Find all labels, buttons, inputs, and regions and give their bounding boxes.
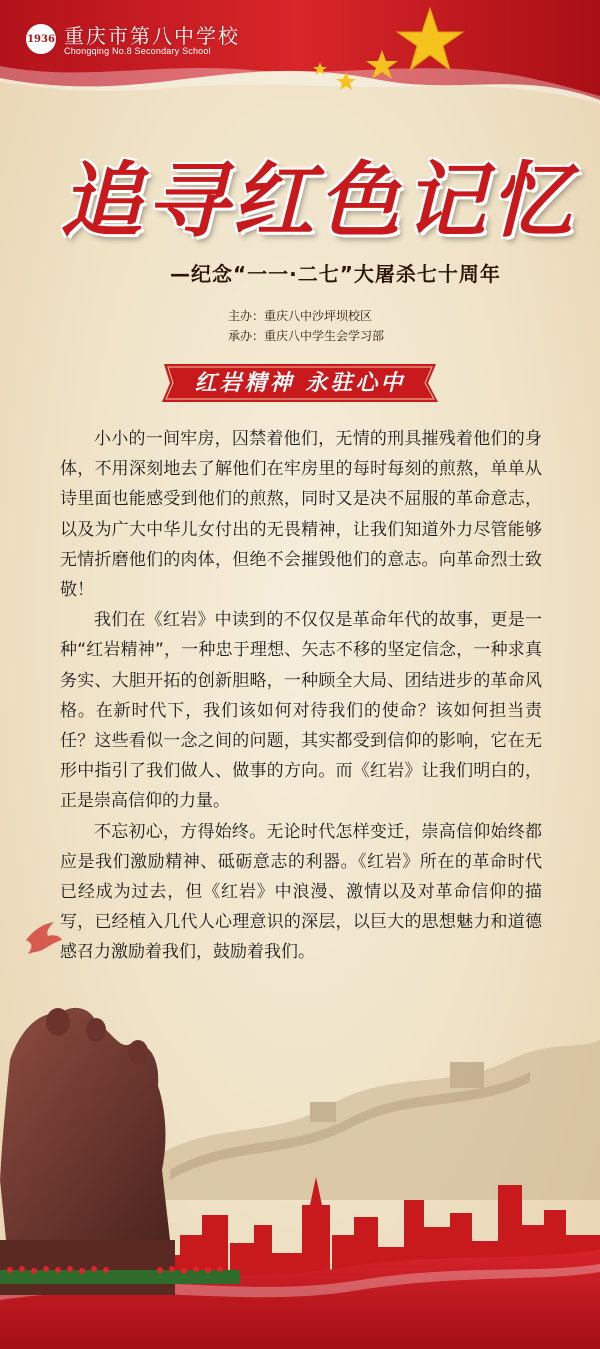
organizers <box>228 306 384 346</box>
article-paragraph: 不忘初心，方得始终。无论时代怎样变迁，崇高信仰始终都应是我们激励精神、砥砺意志的利器。《红岩》所在的革命时代已经成为过去，但《红岩》中浪漫、激情以及对革命信仰的描写，已经植入几代人心理意识的深层，以巨大的思想魅力和道德感召力激励着我们，鼓励着我们。 <box>60 821 542 963</box>
article-paragraph: 我们在《红岩》中读到的不仅仅是革命年代的故事，更是一种“红岩精神”，一种忠于理想、矢志不移的坚定信念，一种求真务实、大胆开拓的创新胆略，一种顾全大局、团结进步的革命风格。在新时代下，我们该如何对待我们的使命？该如何担当责任？这些看似一念之间的问题，其实都受到信仰的影响，它在无形中指引了我们做人、做事的方向。而《红岩》让我们明白的，正是崇高信仰的力量。 <box>60 610 542 812</box>
subtitle: —纪念“一一·二七”大屠杀七十周年 <box>170 262 501 286</box>
organizer-line: 承办：重庆八中学生会学习部 <box>228 329 385 343</box>
main-title: 追寻红色记忆 <box>60 153 576 249</box>
star-icon <box>336 72 356 90</box>
star-icon <box>313 62 327 75</box>
host-line: 主办：重庆八中沙坪坝校区 <box>228 309 373 323</box>
article-paragraph: 小小的一间牢房，囚禁着他们，无情的刑具摧残着他们的身体，不用深刻地去了解他们在牢房里的每时每刻的煎熬，单单从诗里面也能感受到他们的煎熬，同时又是决不屈服的革命意志，以及为广大中华儿女付出的无畏精神，让我们知道外力尽管能够无情折磨他们的肉体，但绝不会摧毁他们的意志。向革命烈士致敬！ <box>60 429 542 601</box>
ribbon-text: 红岩精神 永驻心中 <box>194 370 406 396</box>
school-logo-icon <box>24 22 58 56</box>
article-body <box>60 424 542 968</box>
stars-group <box>290 0 470 110</box>
flower-bed <box>0 1262 240 1284</box>
school-name-cn: 重庆市第八中学校 <box>64 24 240 48</box>
logo-mark: 1936 <box>27 33 55 45</box>
dove-icon <box>24 920 64 956</box>
star-icon <box>366 50 398 79</box>
school-name-en: Chongqing No.8 Secondary School <box>64 46 211 56</box>
star-icon <box>397 8 463 70</box>
statue-icon <box>0 1000 175 1295</box>
